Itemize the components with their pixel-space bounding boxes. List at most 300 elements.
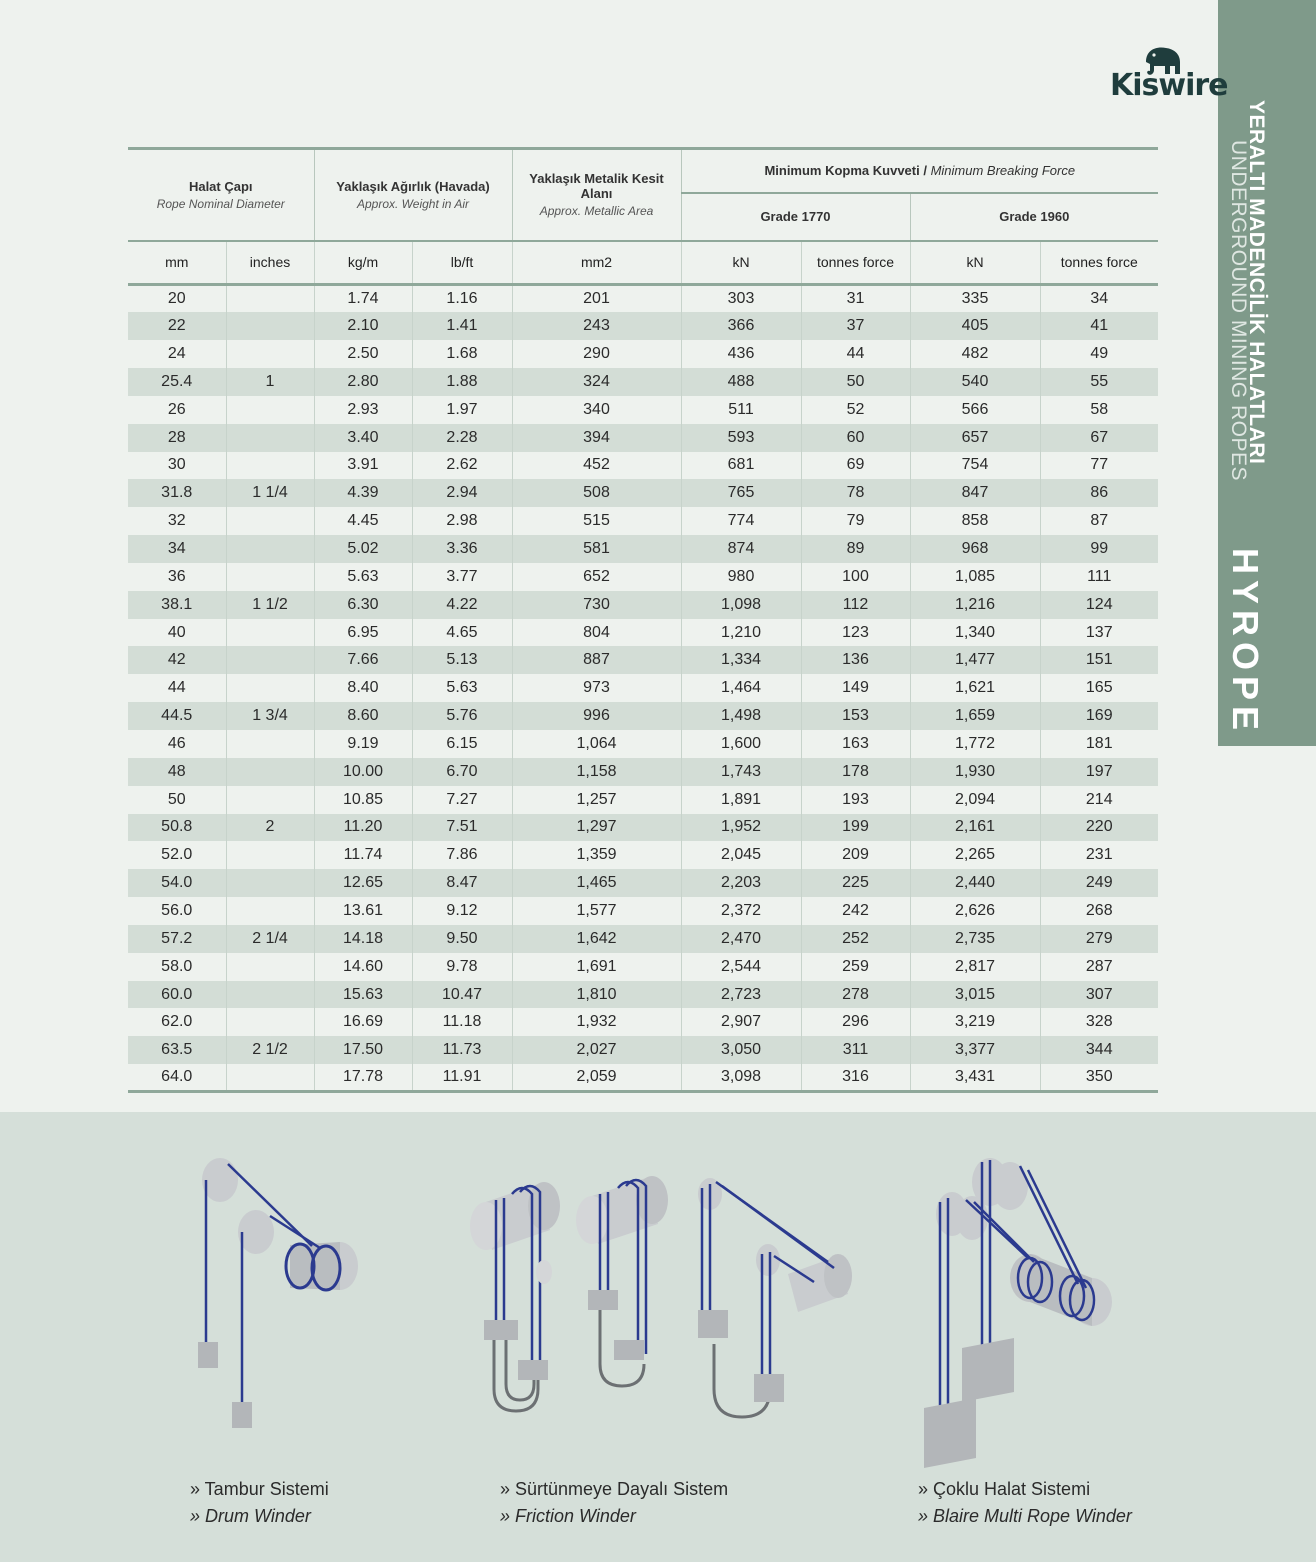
table-row xyxy=(128,312,1158,340)
table-cell: 1,691 xyxy=(512,953,681,981)
table-cell: 10.47 xyxy=(412,981,512,1009)
table-cell: 28 xyxy=(128,424,226,452)
table-cell: 335 xyxy=(910,285,1040,313)
table-cell: 2,265 xyxy=(910,841,1040,869)
table-cell: 8.40 xyxy=(314,674,412,702)
table-cell: 3.91 xyxy=(314,452,412,480)
table-cell: 11.91 xyxy=(412,1064,512,1092)
table-cell: 268 xyxy=(1085,901,1113,919)
table-row xyxy=(128,953,1158,981)
table-cell: 2 xyxy=(226,814,314,842)
table-cell: 99 xyxy=(1040,535,1158,563)
table-cell: 3,015 xyxy=(910,981,1040,1009)
caption-multi-rope-winder: » Çoklu Halat Sistemi » Blaire Multi Rope Winder xyxy=(918,1479,1132,1526)
table-cell: 1,600 xyxy=(681,730,801,758)
table-row xyxy=(128,619,1158,647)
table-cell: 123 xyxy=(801,619,910,647)
table-cell: 4.65 xyxy=(412,619,512,647)
table-cell: 324 xyxy=(512,368,681,396)
table-cell: 86 xyxy=(1040,479,1158,507)
table-cell: 5.13 xyxy=(412,646,512,674)
table-cell: 657 xyxy=(910,424,1040,452)
table-cell xyxy=(226,981,314,1009)
table-cell: 17.78 xyxy=(314,1064,412,1092)
table-cell xyxy=(226,758,314,786)
table-cell: 8.60 xyxy=(314,702,412,730)
table-cell: 9.50 xyxy=(412,925,512,953)
table-cell: 50 xyxy=(801,368,910,396)
table-cell: 11.20 xyxy=(314,814,412,842)
table-cell: 149 xyxy=(801,674,910,702)
header-grade-1960: Grade 1960 xyxy=(999,209,1070,224)
table-row xyxy=(128,646,1158,674)
table-cell xyxy=(226,424,314,452)
table-cell: 1,930 xyxy=(910,758,1040,786)
table-cell: 2,626 xyxy=(910,897,1040,925)
table-row xyxy=(128,674,1158,702)
table-cell: 77 xyxy=(1090,456,1109,474)
table-cell: 482 xyxy=(910,340,1040,368)
unit-header: lb/ft xyxy=(412,241,512,285)
table-cell xyxy=(226,285,314,313)
table-cell: 8.47 xyxy=(412,869,512,897)
table-cell: 20 xyxy=(128,285,226,313)
table-cell: 652 xyxy=(512,563,681,591)
table-cell: 1,359 xyxy=(512,841,681,869)
table-cell: 79 xyxy=(801,507,910,535)
table-cell xyxy=(226,1008,314,1036)
table-cell: 303 xyxy=(681,285,801,313)
table-cell: 1,659 xyxy=(910,702,1040,730)
table-cell xyxy=(226,897,314,925)
table-cell: 774 xyxy=(681,507,801,535)
table-cell: 242 xyxy=(801,897,910,925)
table-cell: 44 xyxy=(801,340,910,368)
table-cell: 11.18 xyxy=(412,1008,512,1036)
table-cell: 137 xyxy=(1085,623,1113,641)
table-cell: 9.78 xyxy=(412,953,512,981)
table-cell: 11.73 xyxy=(412,1036,512,1064)
table-cell xyxy=(226,312,314,340)
table-cell: 37 xyxy=(801,312,910,340)
table-cell: 436 xyxy=(681,340,801,368)
table-cell: 56.0 xyxy=(128,897,226,925)
table-cell: 1,216 xyxy=(910,591,1040,619)
table-cell: 316 xyxy=(801,1064,910,1092)
table-cell: 3.77 xyxy=(412,563,512,591)
table-cell: 511 xyxy=(681,396,801,424)
table-cell: 394 xyxy=(512,424,681,452)
table-row xyxy=(128,786,1158,814)
table-cell: 2.62 xyxy=(412,452,512,480)
unit-header: kg/m xyxy=(314,241,412,285)
table-cell: 67 xyxy=(1040,424,1158,452)
table-cell: 243 xyxy=(512,312,681,340)
table-cell: 1,085 xyxy=(910,563,1040,591)
header-diameter: Halat Çapı Rope Nominal Diameter xyxy=(128,149,314,241)
unit-header: mm2 xyxy=(512,241,681,285)
table-cell xyxy=(226,619,314,647)
table-cell: 2.93 xyxy=(314,396,412,424)
table-cell: 209 xyxy=(801,841,910,869)
table-cell: 34 xyxy=(128,535,226,563)
table-cell: 7.51 xyxy=(412,814,512,842)
table-cell: 16.69 xyxy=(314,1008,412,1036)
table-cell: 17.50 xyxy=(314,1036,412,1064)
table-cell: 4.22 xyxy=(412,591,512,619)
table-cell: 2,735 xyxy=(910,925,1040,953)
table-cell: 199 xyxy=(801,814,910,842)
table-cell: 2,470 xyxy=(681,925,801,953)
table-row xyxy=(128,730,1158,758)
table-cell: 366 xyxy=(681,312,801,340)
table-cell: 3,219 xyxy=(910,1008,1040,1036)
table-cell: 1,158 xyxy=(512,758,681,786)
table-row xyxy=(128,758,1158,786)
header-grade-1770: Grade 1770 xyxy=(681,193,910,241)
table-cell: 2.98 xyxy=(412,507,512,535)
table-cell: 968 xyxy=(910,535,1040,563)
table-cell: 50 xyxy=(128,786,226,814)
table-cell xyxy=(226,953,314,981)
table-cell: 452 xyxy=(512,452,681,480)
table-cell: 38.1 xyxy=(128,591,226,619)
table-cell: 60 xyxy=(801,424,910,452)
table-cell: 31.8 xyxy=(128,479,226,507)
table-cell: 100 xyxy=(801,563,910,591)
table-cell: 2,203 xyxy=(681,869,801,897)
table-cell: 6.15 xyxy=(412,730,512,758)
table-row xyxy=(128,897,1158,925)
table-cell: 31 xyxy=(801,285,910,313)
table-cell: 3,050 xyxy=(681,1036,801,1064)
table-cell: 44 xyxy=(128,674,226,702)
table-cell: 124 xyxy=(1040,591,1158,619)
table-cell: 1,098 xyxy=(681,591,801,619)
table-cell: 214 xyxy=(1085,790,1113,808)
table-cell: 5.63 xyxy=(314,563,412,591)
header-area: Yaklaşık Metalik Kesit Alanı Approx. Metallic Area xyxy=(512,149,681,241)
table-cell: 847 xyxy=(910,479,1040,507)
friction-winder-illustration xyxy=(458,1164,858,1424)
table-cell: 30 xyxy=(128,452,226,480)
table-cell: 25.4 xyxy=(128,368,226,396)
table-cell xyxy=(226,646,314,674)
table-cell: 2.50 xyxy=(314,340,412,368)
table-row xyxy=(128,563,1158,591)
table-cell: 58 xyxy=(1090,400,1109,418)
table-cell: 681 xyxy=(681,452,801,480)
table-cell xyxy=(226,786,314,814)
table-cell: 64.0 xyxy=(128,1064,226,1092)
table-cell: 3,377 xyxy=(910,1036,1040,1064)
table-cell: 290 xyxy=(512,340,681,368)
table-cell xyxy=(226,674,314,702)
table-cell: 1,340 xyxy=(910,619,1040,647)
table-cell: 57.2 xyxy=(128,925,226,953)
kiswire-logo xyxy=(1110,44,1228,103)
table-cell: 6.70 xyxy=(412,758,512,786)
table-row xyxy=(128,869,1158,897)
table-cell: 279 xyxy=(1040,925,1158,953)
table-cell: 3.36 xyxy=(412,535,512,563)
table-cell: 9.12 xyxy=(412,897,512,925)
table-cell: 278 xyxy=(801,981,910,1009)
table-cell xyxy=(226,340,314,368)
table-cell: 858 xyxy=(910,507,1040,535)
table-cell: 12.65 xyxy=(314,869,412,897)
table-cell: 41 xyxy=(1040,312,1158,340)
table-row xyxy=(128,424,1158,452)
table-cell: 1,465 xyxy=(512,869,681,897)
table-cell: 252 xyxy=(801,925,910,953)
table-cell: 1,477 xyxy=(910,646,1040,674)
table-cell: 78 xyxy=(801,479,910,507)
table-row xyxy=(128,285,1158,313)
table-cell: 24 xyxy=(128,340,226,368)
table-cell: 111 xyxy=(1087,567,1112,585)
table-cell: 2,440 xyxy=(910,869,1040,897)
table-cell: 1,210 xyxy=(681,619,801,647)
table-cell: 3,098 xyxy=(681,1064,801,1092)
table-cell: 1,498 xyxy=(681,702,801,730)
table-row xyxy=(128,1064,1158,1092)
table-cell: 1.68 xyxy=(412,340,512,368)
table-cell: 1,297 xyxy=(512,814,681,842)
table-cell: 287 xyxy=(1085,957,1113,975)
table-row xyxy=(128,1008,1158,1036)
table-cell: 5.76 xyxy=(412,702,512,730)
table-cell: 2,045 xyxy=(681,841,801,869)
table-cell: 14.60 xyxy=(314,953,412,981)
table-cell: 46 xyxy=(128,730,226,758)
rope-spec-table xyxy=(128,147,1158,1093)
table-cell: 3.40 xyxy=(314,424,412,452)
table-cell: 2,059 xyxy=(512,1064,681,1092)
table-cell: 1.74 xyxy=(314,285,412,313)
table-cell: 307 xyxy=(1040,981,1158,1009)
table-row xyxy=(128,340,1158,368)
table-cell: 249 xyxy=(1040,869,1158,897)
table-cell: 1,621 xyxy=(910,674,1040,702)
table-cell: 2,027 xyxy=(512,1036,681,1064)
table-cell: 1 xyxy=(226,368,314,396)
table-cell: 87 xyxy=(1090,512,1109,530)
table-cell: 328 xyxy=(1085,1013,1113,1031)
table-cell: 2,161 xyxy=(910,814,1040,842)
table-cell: 1,810 xyxy=(512,981,681,1009)
table-cell xyxy=(226,563,314,591)
table-cell: 996 xyxy=(512,702,681,730)
table-cell: 2,723 xyxy=(681,981,801,1009)
table-cell xyxy=(226,452,314,480)
table-cell: 6.95 xyxy=(314,619,412,647)
table-cell: 42 xyxy=(128,646,226,674)
table-cell xyxy=(226,841,314,869)
table-cell: 169 xyxy=(1040,702,1158,730)
table-cell: 15.63 xyxy=(314,981,412,1009)
table-row xyxy=(128,981,1158,1009)
table-cell: 11.74 xyxy=(314,841,412,869)
table-cell xyxy=(226,869,314,897)
table-cell: 488 xyxy=(681,368,801,396)
table-cell: 40 xyxy=(128,619,226,647)
table-cell: 540 xyxy=(910,368,1040,396)
table-row xyxy=(128,396,1158,424)
table-cell: 980 xyxy=(681,563,801,591)
table-cell: 2,817 xyxy=(910,953,1040,981)
table-cell: 259 xyxy=(801,953,910,981)
table-cell: 44.5 xyxy=(128,702,226,730)
table-cell: 54.0 xyxy=(128,869,226,897)
table-cell: 1.88 xyxy=(412,368,512,396)
table-cell: 581 xyxy=(512,535,681,563)
table-cell: 220 xyxy=(1040,814,1158,842)
table-cell: 754 xyxy=(910,452,1040,480)
table-cell: 136 xyxy=(801,646,910,674)
table-cell: 2,372 xyxy=(681,897,801,925)
table-cell: 887 xyxy=(512,646,681,674)
table-row xyxy=(128,1036,1158,1064)
table-cell: 48 xyxy=(128,758,226,786)
table-cell: 5.63 xyxy=(412,674,512,702)
table-cell: 1,464 xyxy=(681,674,801,702)
table-cell: 225 xyxy=(801,869,910,897)
table-cell: 1,891 xyxy=(681,786,801,814)
table-cell: 4.45 xyxy=(314,507,412,535)
table-cell: 973 xyxy=(512,674,681,702)
table-cell: 2,094 xyxy=(910,786,1040,814)
table-cell: 165 xyxy=(1085,679,1113,697)
table-cell: 2.94 xyxy=(412,479,512,507)
table-cell: 13.61 xyxy=(314,897,412,925)
table-cell: 193 xyxy=(801,786,910,814)
table-cell: 112 xyxy=(801,591,910,619)
table-cell: 178 xyxy=(801,758,910,786)
table-cell: 405 xyxy=(910,312,1040,340)
table-cell xyxy=(226,535,314,563)
table-cell: 1,642 xyxy=(512,925,681,953)
table-cell xyxy=(226,730,314,758)
table-cell: 1,743 xyxy=(681,758,801,786)
table-cell: 52 xyxy=(801,396,910,424)
table-row xyxy=(128,507,1158,535)
table-cell: 7.86 xyxy=(412,841,512,869)
table-row xyxy=(128,702,1158,730)
table-cell: 49 xyxy=(1090,345,1109,363)
table-cell: 344 xyxy=(1040,1036,1158,1064)
unit-header: tonnes force xyxy=(1040,241,1158,285)
table-cell: 1,257 xyxy=(512,786,681,814)
table-cell: 2.10 xyxy=(314,312,412,340)
table-cell: 874 xyxy=(681,535,801,563)
table-cell: 63.5 xyxy=(128,1036,226,1064)
table-cell: 32 xyxy=(128,507,226,535)
table-cell: 36 xyxy=(128,563,226,591)
table-cell: 340 xyxy=(512,396,681,424)
caption-drum-winder: » Tambur Sistemi » Drum Winder xyxy=(190,1479,329,1526)
table-cell: 593 xyxy=(681,424,801,452)
header-mbf: Minimum Kopma Kuvveti / Minimum Breaking Force xyxy=(681,149,1158,193)
table-cell: 6.30 xyxy=(314,591,412,619)
table-cell: 1,064 xyxy=(512,730,681,758)
table-cell xyxy=(226,1064,314,1092)
table-cell: 10.85 xyxy=(314,786,412,814)
multi-rope-winder-illustration xyxy=(910,1152,1130,1472)
drum-winder-illustration xyxy=(180,1150,380,1430)
table-cell: 2.28 xyxy=(412,424,512,452)
table-cell: 34 xyxy=(1090,290,1109,308)
table-cell: 58.0 xyxy=(128,953,226,981)
logo-text: Kiswire xyxy=(1110,68,1228,103)
table-cell: 1,772 xyxy=(910,730,1040,758)
table-cell: 296 xyxy=(801,1008,910,1036)
table-cell xyxy=(226,507,314,535)
table-cell: 1 3/4 xyxy=(226,702,314,730)
table-cell: 197 xyxy=(1040,758,1158,786)
table-cell: 9.19 xyxy=(314,730,412,758)
table-cell: 50.8 xyxy=(128,814,226,842)
table-cell: 1 1/4 xyxy=(226,479,314,507)
table-cell: 350 xyxy=(1040,1064,1158,1092)
table-cell: 151 xyxy=(1040,646,1158,674)
table-row xyxy=(128,591,1158,619)
table-row xyxy=(128,368,1158,396)
table-cell: 1,577 xyxy=(512,897,681,925)
table-cell: 508 xyxy=(512,479,681,507)
table-cell: 730 xyxy=(512,591,681,619)
table-row xyxy=(128,841,1158,869)
side-title-en: UNDERGROUND MINING ROPES xyxy=(1227,140,1250,482)
unit-header: inches xyxy=(226,241,314,285)
table-cell: 22 xyxy=(128,312,226,340)
table-cell: 1.16 xyxy=(412,285,512,313)
table-cell: 1.41 xyxy=(412,312,512,340)
unit-header: kN xyxy=(910,241,1040,285)
table-cell: 181 xyxy=(1085,734,1113,752)
table-cell: 3,431 xyxy=(910,1064,1040,1092)
table-cell: 804 xyxy=(512,619,681,647)
caption-friction-winder: » Sürtünmeye Dayalı Sistem » Friction Winder xyxy=(500,1479,729,1526)
table-cell: 55 xyxy=(1040,368,1158,396)
table-row xyxy=(128,452,1158,480)
unit-header: tonnes force xyxy=(801,241,910,285)
table-cell: 2 1/4 xyxy=(226,925,314,953)
table-cell: 1 1/2 xyxy=(226,591,314,619)
table-cell: 52.0 xyxy=(128,841,226,869)
table-cell: 7.27 xyxy=(412,786,512,814)
table-cell: 62.0 xyxy=(128,1008,226,1036)
table-cell: 26 xyxy=(128,396,226,424)
table-cell: 5.02 xyxy=(314,535,412,563)
table-cell: 2,544 xyxy=(681,953,801,981)
table-cell: 1,334 xyxy=(681,646,801,674)
table-cell: 153 xyxy=(801,702,910,730)
table-cell: 14.18 xyxy=(314,925,412,953)
table-cell: 231 xyxy=(1085,846,1113,864)
side-brand: HYROPE xyxy=(1225,548,1266,737)
table-cell: 89 xyxy=(801,535,910,563)
table-cell: 201 xyxy=(512,285,681,313)
table-row xyxy=(128,535,1158,563)
table-cell: 7.66 xyxy=(314,646,412,674)
winder-illustrations xyxy=(0,1112,1316,1562)
table-cell: 311 xyxy=(801,1036,910,1064)
unit-header: mm xyxy=(128,241,226,285)
unit-header: kN xyxy=(681,241,801,285)
table-cell xyxy=(226,396,314,424)
table-cell: 2,907 xyxy=(681,1008,801,1036)
